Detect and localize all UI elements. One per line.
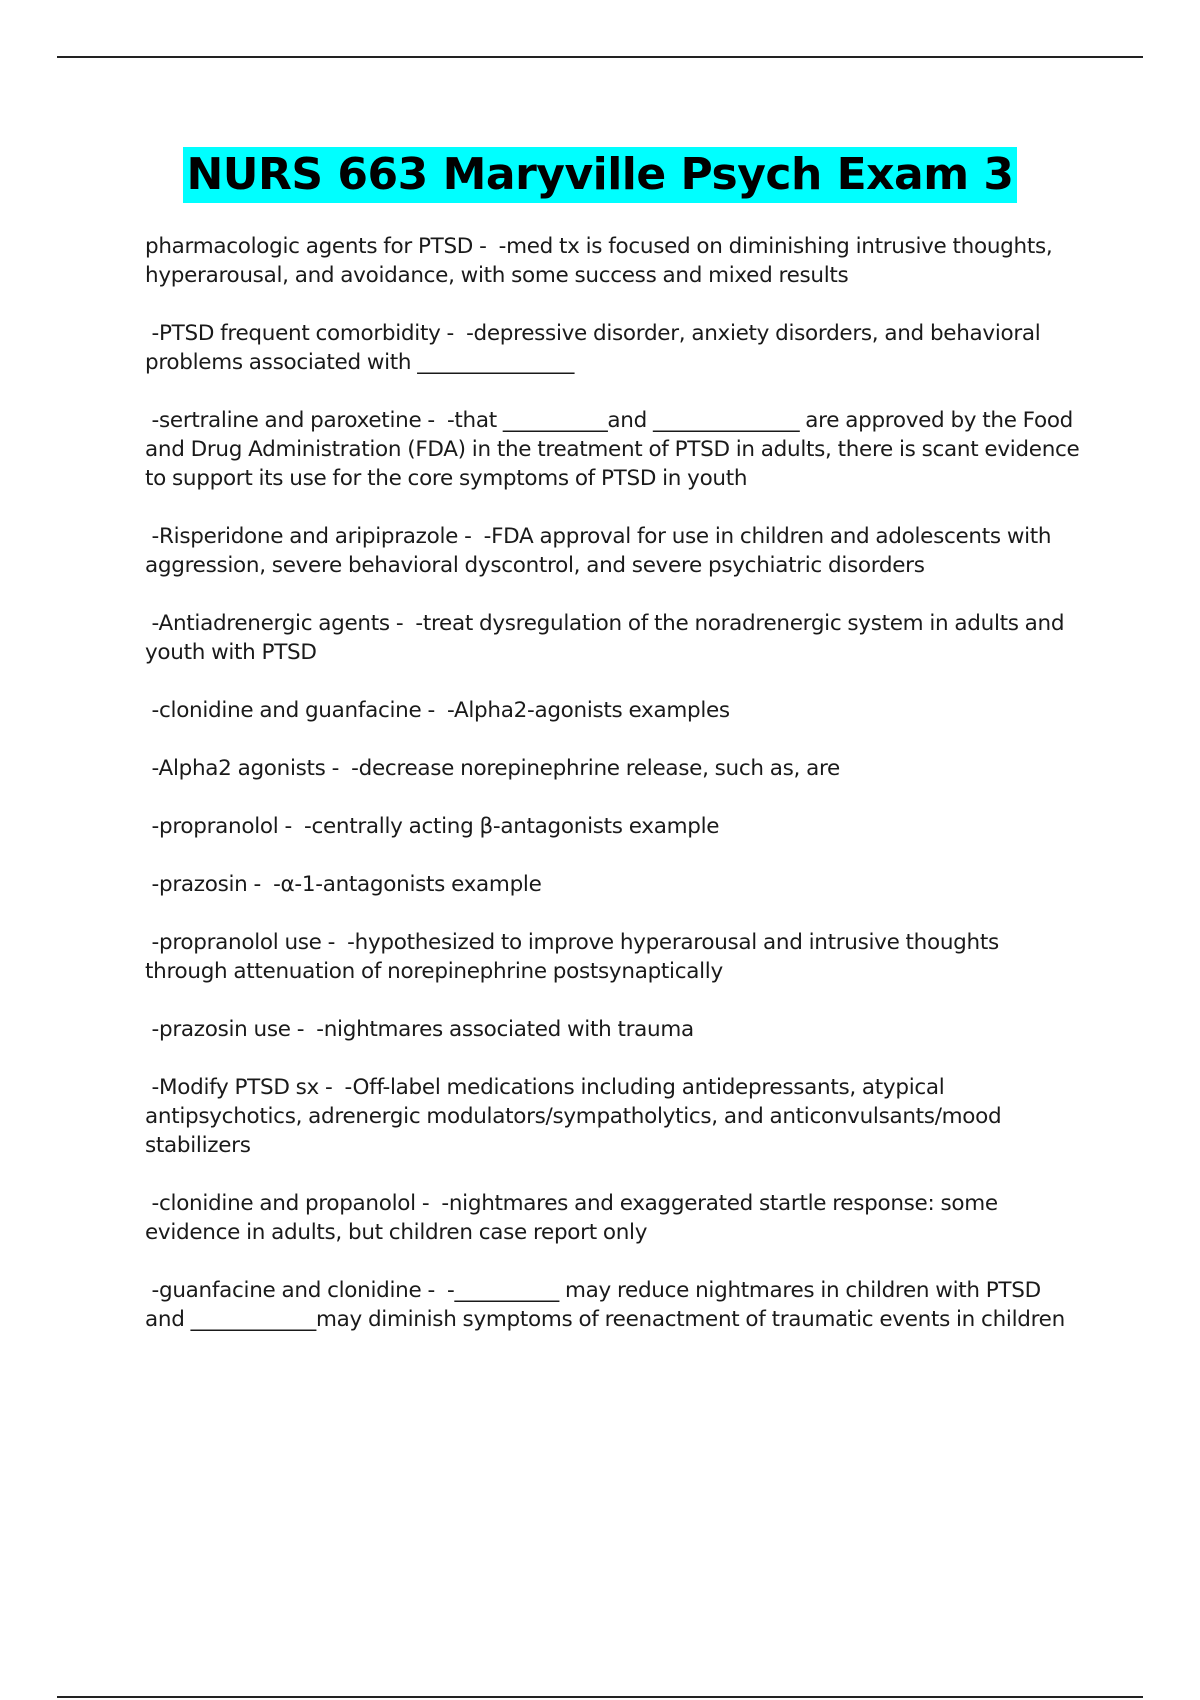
flashcard <box>145 754 1085 783</box>
flashcard-term: -propranolol use - <box>145 930 342 955</box>
flashcard-term: pharmacologic agents for PTSD - <box>145 234 493 259</box>
flashcard-term: -clonidine and guanfacine - <box>145 698 441 723</box>
flashcard-term: -guanfacine and clonidine - <box>145 1278 441 1303</box>
flashcard-definition: -Off-label medications including antidepressants, atypical antipsychotics, adrenergic modulators/sympatholytics, and anticonvulsants/mood stabilizers <box>145 1075 1008 1158</box>
flashcard <box>145 232 1085 290</box>
flashcard-definition: -treat dysregulation of the noradrenergic system in adults and youth with PTSD <box>145 611 1071 665</box>
flashcard <box>145 1276 1085 1334</box>
document-title: NURS 663 Maryville Psych Exam 3 <box>183 147 1016 203</box>
flashcard-definition: -nightmares and exaggerated startle response: some evidence in adults, but children case report only <box>145 1191 1004 1245</box>
flashcard-definition: -Alpha2-agonists examples <box>440 698 730 723</box>
flashcard-definition: -decrease norepinephrine release, such as, are <box>345 756 840 781</box>
flashcard <box>145 406 1085 493</box>
flashcard-term: -Antiadrenergic agents - <box>145 611 410 636</box>
flashcard <box>145 522 1085 580</box>
flashcard-term: -PTSD frequent comorbidity - <box>145 321 461 346</box>
flashcard <box>145 812 1085 841</box>
flashcard-term: -Alpha2 agonists - <box>145 756 346 781</box>
flashcard <box>145 1015 1085 1044</box>
flashcard-definition: -depressive disorder, anxiety disorders, and behavioral problems associated with _______________ <box>145 321 1047 375</box>
flashcard-definition: -med tx is focused on diminishing intrusive thoughts, hyperarousal, and avoidance, with some success and mixed results <box>145 234 1059 288</box>
flashcard <box>145 1189 1085 1247</box>
flashcard-definition: -FDA approval for use in children and adolescents with aggression, severe behavioral dyscontrol, and severe psychiatric disorders <box>145 524 1058 578</box>
flashcard <box>145 696 1085 725</box>
flashcard-term: -Risperidone and aripiprazole - <box>145 524 478 549</box>
flashcard-term: -prazosin use - <box>145 1017 311 1042</box>
flashcard-definition: -hypothesized to improve hyperarousal and intrusive thoughts through attenuation of norepinephrine postsynaptically <box>145 930 1005 984</box>
flashcard <box>145 319 1085 377</box>
flashcard-definition: -nightmares associated with trauma <box>310 1017 694 1042</box>
flashcard <box>145 870 1085 899</box>
flashcard-term: -sertraline and paroxetine - <box>145 408 441 433</box>
flashcard <box>145 928 1085 986</box>
bottom-divider <box>57 1696 1143 1698</box>
flashcard-definition: -that __________and ______________ are approved by the Food and Drug Administration (FDA) in the treatment of PTSD in adults, there is scant evidence to support its use for the core symptoms of PTSD in youth <box>145 408 1086 491</box>
flashcard-list <box>145 232 1085 1363</box>
flashcard-term: -prazosin - <box>145 872 268 897</box>
flashcard-definition: -centrally acting β-antagonists example <box>297 814 720 839</box>
flashcard <box>145 1073 1085 1160</box>
flashcard-definition: -α-1-antagonists example <box>267 872 542 897</box>
flashcard <box>145 609 1085 667</box>
flashcard-term: -Modify PTSD sx - <box>145 1075 339 1100</box>
top-divider <box>57 56 1143 58</box>
flashcard-definition: -__________ may reduce nightmares in children with PTSD and ____________may diminish symptoms of reenactment of traumatic events in children <box>145 1278 1065 1332</box>
flashcard-term: -propranolol - <box>145 814 298 839</box>
title-block <box>0 147 1200 203</box>
flashcard-term: -clonidine and propanolol - <box>145 1191 436 1216</box>
